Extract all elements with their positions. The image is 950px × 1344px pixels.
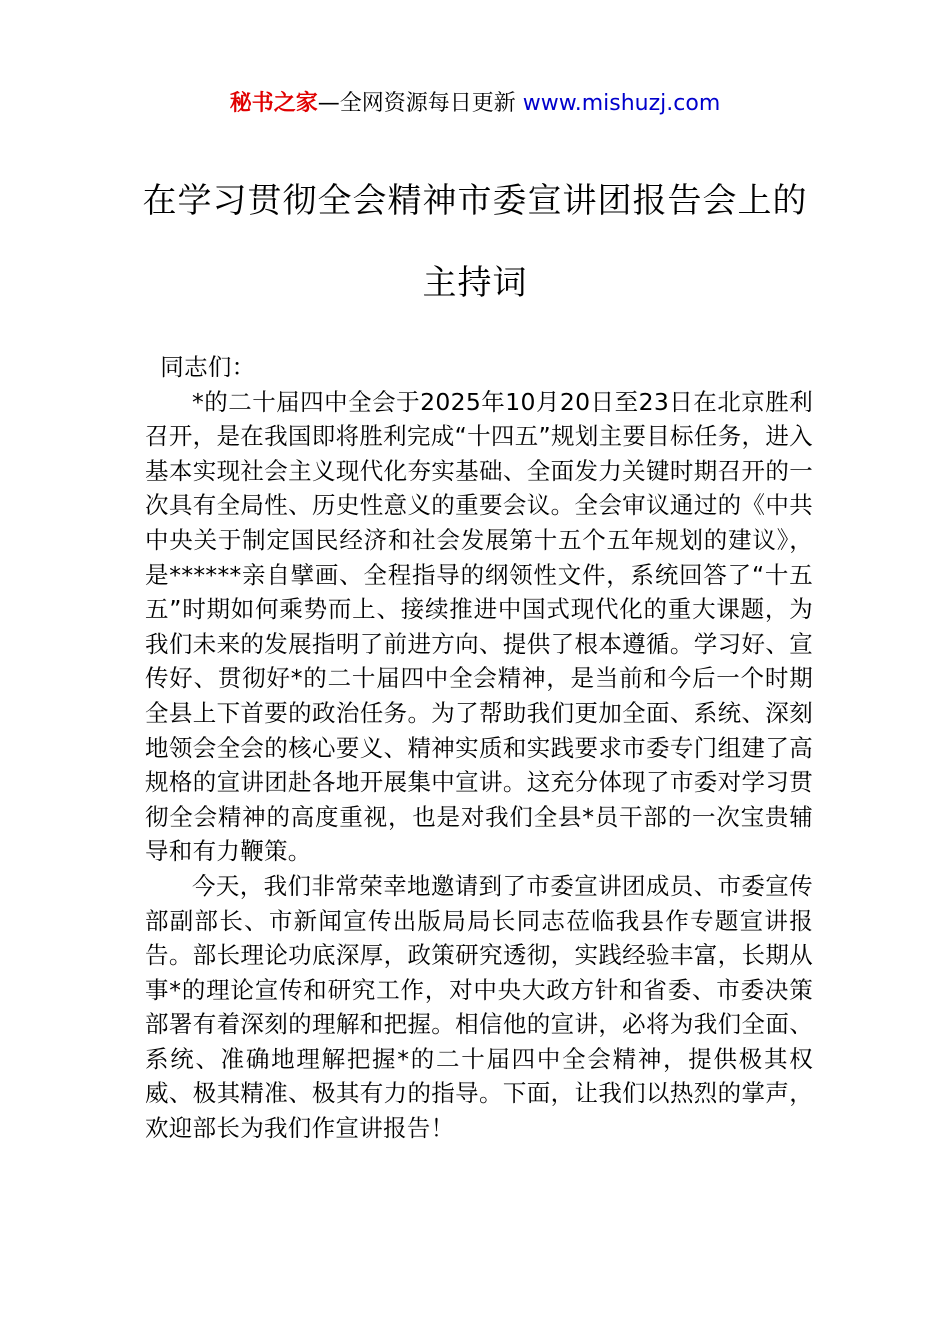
paragraph-1: *的二十届四中全会于2025年10月20日至23日在北京胜利召开，是在我国即将胜利完成“十四五”规划主要目标任务，进入基本实现社会主义现代化夯实基础、全面发力关键时期召开的一次具有全局性、历史性意义的重要会议。全会审议通过的《中共中央关于制定国民经济和社会发展第十五个五年规划的建议》，是******亲自擘画、全程指导的纲领性文件，系统回答了“十五五”时期如何乘势而上、接续推进中国式现代化的重大课题，为我们未来的发展指明了前进方向、提供了根本遵循。学习好、宣传好、贯彻好*的二十届四中全会精神，是当前和今后一个时期全县上下首要的政治任务。为了帮助我们更加全面、系统、深刻地领会全会的核心要义、精神实质和实践要求市委专门组建了高规格的宣讲团赴各地开展集中宣讲。这充分体现了市委对学习贯彻全会精神的高度重视，也是对我们全县*员干部的一次宝贵辅导和有力鞭策。 — [145, 387, 813, 866]
site-tagline: —全网资源每日更新 — [317, 91, 523, 116]
site-brand: 秘书之家 — [229, 91, 318, 116]
site-header — [0, 86, 950, 122]
salutation: 同志们： — [160, 353, 256, 381]
site-url-link[interactable]: www.mishuzj.com — [522, 91, 721, 116]
paragraph-2: 今天，我们非常荣幸地邀请到了市委宣讲团成员、市委宣传部副部长、市新闻宣传出版局局长同志莅临我县作专题宣讲报告。部长理论功底深厚，政策研究透彻，实践经验丰富，长期从事*的理论宣传和研究工作，对中央大政方针和省委、市委决策部署有着深刻的理解和把握。相信他的宣讲，必将为我们全面、系统、准确地理解把握*的二十届四中全会精神，提供极其权威、极其精准、极其有力的指导。下面，让我们以热烈的掌声，欢迎部长为我们作宣讲报告！ — [145, 871, 813, 1143]
document-title: 在学习贯彻全会精神市委宣讲团报告会上的主持词 — [142, 181, 808, 303]
document-body — [145, 350, 813, 1146]
